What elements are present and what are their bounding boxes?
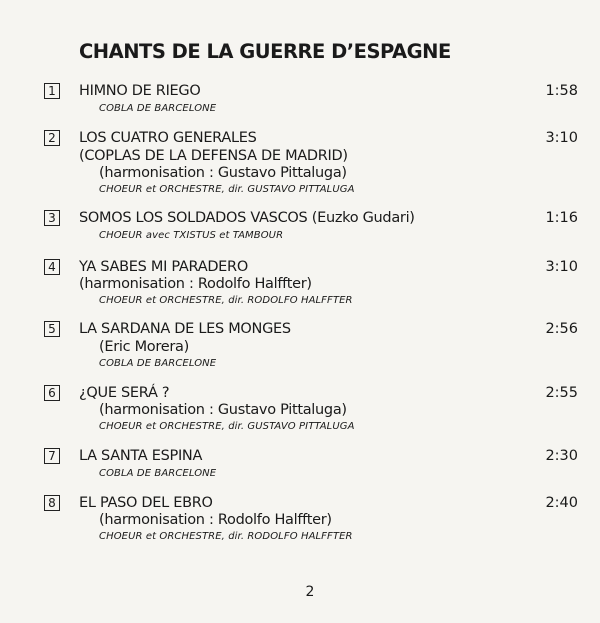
track-item [0, 384, 600, 444]
track-item [0, 320, 600, 380]
track-title: YA SABES MI PARADERO [79, 259, 248, 275]
track-performers: COBLA DE BARCELONE [99, 103, 217, 114]
track-title: LA SARDANA DE LES MONGES [79, 321, 291, 337]
track-number-box: 3 [44, 210, 60, 226]
track-duration: 2:56 [545, 321, 578, 337]
track-note: (harmonisation : Rodolfo Halffter) [79, 276, 312, 292]
track-title-continued: (COPLAS DE LA DEFENSA DE MADRID) [79, 148, 348, 164]
track-note: (harmonisation : Gustavo Pittaluga) [99, 165, 347, 181]
track-item [0, 129, 600, 195]
track-number-box: 2 [44, 130, 60, 146]
track-duration: 3:10 [545, 259, 578, 275]
track-number-box: 5 [44, 321, 60, 337]
track-performers: CHOEUR et ORCHESTRE, dir. RODOLFO HALFFTER [99, 295, 353, 306]
track-duration: 1:58 [545, 83, 578, 99]
track-title: ¿QUE SERÁ ? [79, 385, 170, 401]
track-performers: COBLA DE BARCELONE [99, 358, 217, 369]
track-note: (Eric Morera) [99, 339, 189, 355]
track-performers: CHOEUR avec TXISTUS et TAMBOUR [99, 230, 284, 241]
track-note: (harmonisation : Gustavo Pittaluga) [99, 402, 347, 418]
track-title: LA SANTA ESPINA [79, 448, 203, 464]
track-duration: 2:30 [545, 448, 578, 464]
track-number-box: 8 [44, 495, 60, 511]
track-duration: 3:10 [545, 130, 578, 146]
track-number-box: 4 [44, 259, 60, 275]
track-duration: 2:40 [545, 495, 578, 511]
track-title: EL PASO DEL EBRO [79, 495, 213, 511]
track-number-box: 7 [44, 448, 60, 464]
page-number: 2 [305, 584, 315, 600]
track-number-box: 1 [44, 83, 60, 99]
track-item [0, 494, 600, 554]
track-number-box: 6 [44, 385, 60, 401]
track-duration: 2:55 [545, 385, 578, 401]
track-title: LOS CUATRO GENERALES [79, 130, 257, 146]
track-item [0, 258, 600, 318]
track-performers: CHOEUR et ORCHESTRE, dir. RODOLFO HALFFTER [99, 531, 353, 542]
track-duration: 1:16 [545, 210, 578, 226]
track-title: HIMNO DE RIEGO [79, 83, 201, 99]
track-performers: CHOEUR et ORCHESTRE, dir. GUSTAVO PITTALUGA [99, 421, 355, 432]
track-performers: COBLA DE BARCELONE [99, 468, 217, 479]
track-performers: CHOEUR et ORCHESTRE, dir. GUSTAVO PITTALUGA [99, 184, 355, 195]
page-title: CHANTS DE LA GUERRE D’ESPAGNE [79, 40, 451, 63]
track-note: (harmonisation : Rodolfo Halffter) [99, 512, 332, 528]
track-title: SOMOS LOS SOLDADOS VASCOS (Euzko Gudari) [79, 210, 415, 226]
